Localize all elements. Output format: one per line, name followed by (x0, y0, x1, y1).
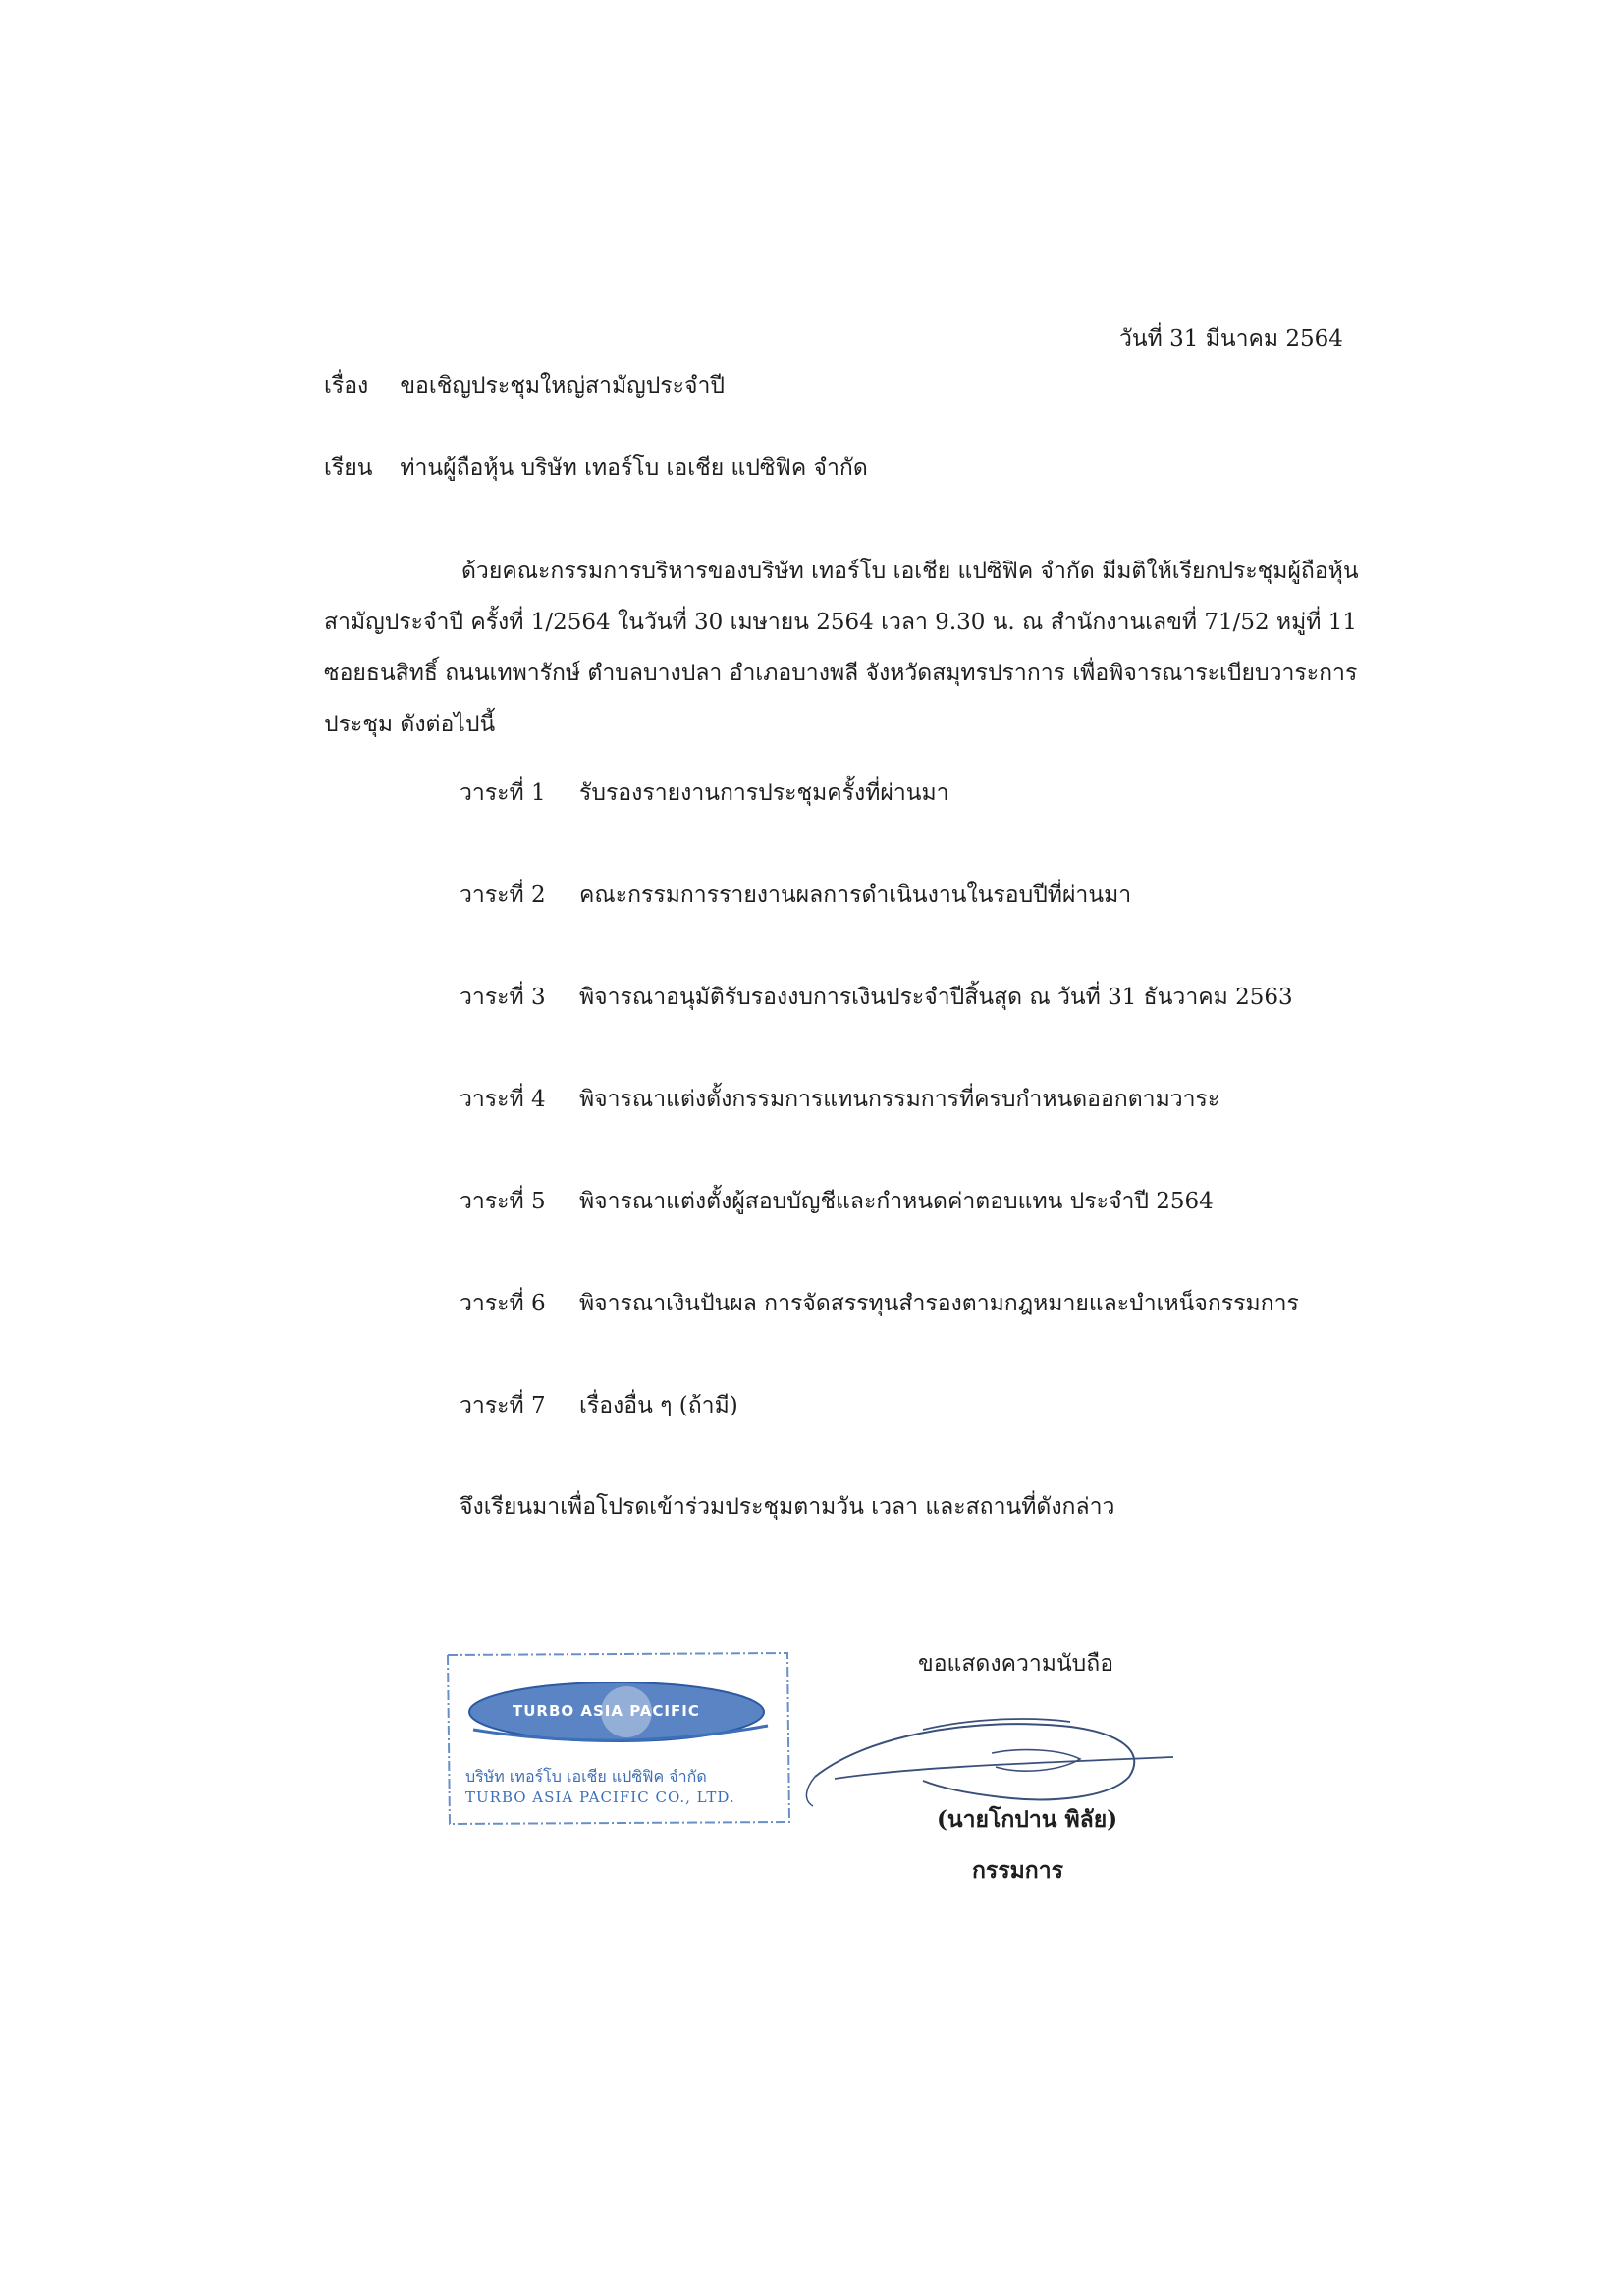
agenda-text: รับรองรายงานการประชุมครั้งที่ผ่านมา (579, 780, 949, 806)
agenda-item (460, 1388, 738, 1423)
agenda-text: พิจารณาเงินปันผล การจัดสรรทุนสำรองตามกฎหมายและบำเหน็จกรรมการ (579, 1291, 1299, 1316)
signature-icon (776, 1669, 1188, 1816)
body-line: ประชุม ดังต่อไปนี้ (324, 712, 496, 737)
subject-label: เรื่อง (324, 373, 369, 399)
agenda-number: วาระที่ 4 (460, 1087, 546, 1112)
recipient-label: เรียน (324, 455, 373, 481)
agenda-item (460, 1184, 1214, 1219)
agenda-text: พิจารณาแต่งตั้งผู้สอบบัญชีและกำหนดค่าตอบแทน ประจำปี 2564 (579, 1189, 1214, 1214)
agenda-number: วาระที่ 1 (460, 780, 546, 806)
stamp-logo-text: TURBO ASIA PACIFIC (513, 1702, 700, 1720)
signer-name: (นายโกปาน พิลัย) (937, 1806, 1118, 1833)
agenda-item (460, 878, 1131, 913)
company-stamp (444, 1645, 791, 1830)
body-paragraph (324, 546, 1434, 750)
agenda-number: วาระที่ 6 (460, 1291, 546, 1316)
agenda-item (460, 980, 1293, 1015)
agenda-number: วาระที่ 5 (460, 1189, 546, 1214)
agenda-number: วาระที่ 3 (460, 985, 546, 1010)
recipient-text: ท่านผู้ถือหุ้น บริษัท เทอร์โบ เอเชีย แปซิฟิค จำกัด (400, 455, 868, 481)
closing-sentence: จึงเรียนมาเพื่อโปรดเข้าร่วมประชุมตามวัน เวลา และสถานที่ดังกล่าว (460, 1494, 1115, 1520)
body-line: ซอยธนสิทธิ์ ถนนเทพารักษ์ ตำบลบางปลา อำเภอบางพลี จังหวัดสมุทรปราการ เพื่อพิจารณาระเบียบวาระการ (324, 661, 1358, 686)
agenda-text: เรื่องอื่น ๆ (ถ้ามี) (579, 1393, 738, 1418)
recipient-line (324, 457, 868, 480)
agenda-item (460, 775, 949, 811)
agenda-item (460, 1286, 1299, 1321)
body-line: สามัญประจำปี ครั้งที่ 1/2564 ในวันที่ 30 เมษายน 2564 เวลา 9.30 น. ณ สำนักงานเลขที่ 71/52 หมู่ที่ 11 (324, 610, 1357, 635)
agenda-item (460, 1082, 1219, 1117)
signature (776, 1669, 1188, 1816)
agenda-text: คณะกรรมการรายงานผลการดำเนินงานในรอบปีที่ผ่านมา (579, 882, 1132, 908)
signer-position: กรรมการ (972, 1857, 1063, 1884)
stamp-company-thai: บริษัท เทอร์โบ เอเชีย แปซิฟิค จำกัด (465, 1767, 707, 1786)
agenda-number: วาระที่ 2 (460, 882, 546, 908)
regards-text: ขอแสดงความนับถือ (918, 1651, 1114, 1677)
agenda-number: วาระที่ 7 (460, 1393, 546, 1418)
body-line: ด้วยคณะกรรมการบริหารของบริษัท เทอร์โบ เอเชีย แปซิฟิค จำกัด มีมติให้เรียกประชุมผู้ถือหุ้น (461, 559, 1359, 584)
agenda-text: พิจารณาแต่งตั้งกรรมการแทนกรรมการที่ครบกำหนดออกตามวาระ (579, 1087, 1220, 1112)
letter-date: วันที่ 31 มีนาคม 2564 (1119, 326, 1343, 351)
stamp-company-english: TURBO ASIA PACIFIC CO., LTD. (465, 1789, 735, 1806)
subject-text: ขอเชิญประชุมใหญ่สามัญประจำปี (400, 373, 725, 399)
agenda-text: พิจารณาอนุมัติรับรองงบการเงินประจำปีสิ้นสุด ณ วันที่ 31 ธันวาคม 2563 (579, 985, 1293, 1010)
subject-line (324, 375, 725, 398)
